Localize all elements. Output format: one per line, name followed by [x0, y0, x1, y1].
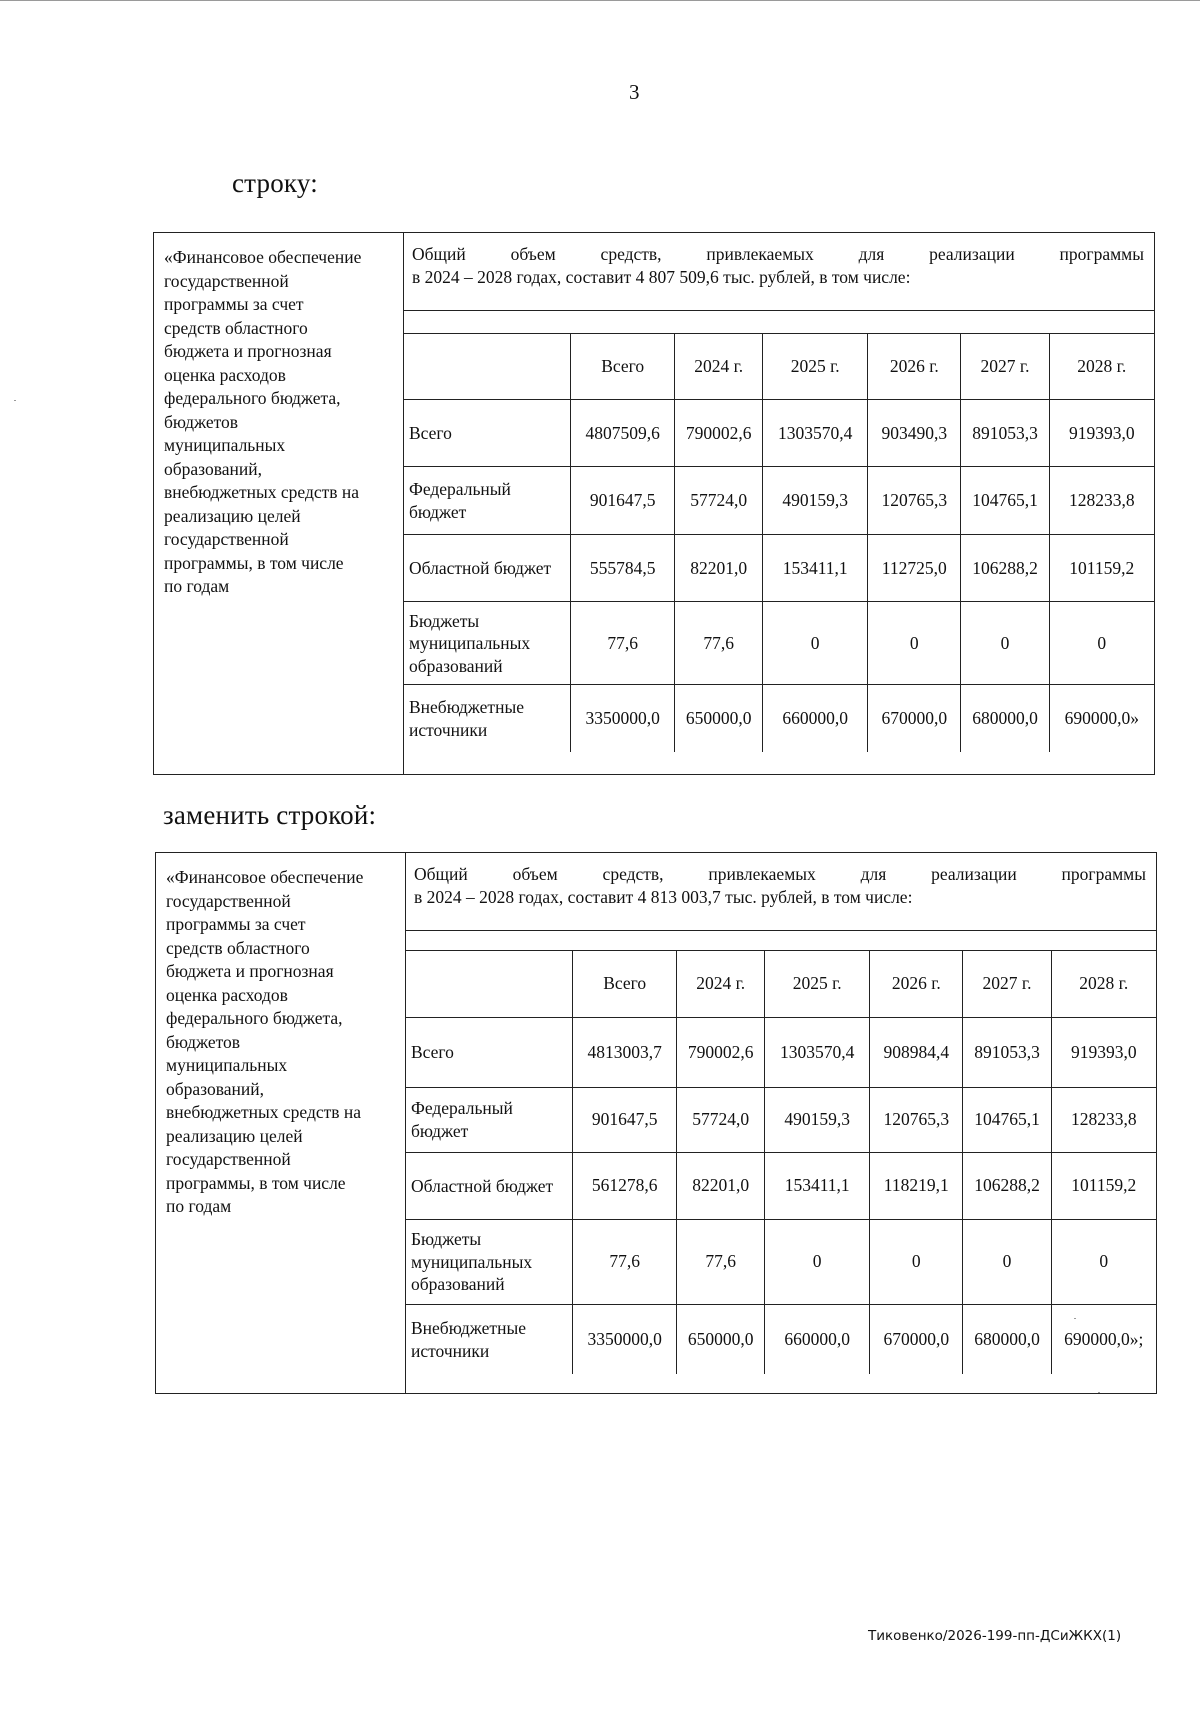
data-row	[404, 535, 1154, 602]
data-row	[404, 467, 1154, 535]
value-cell: 118219,1	[870, 1152, 963, 1219]
value-cell: 891053,3	[963, 1017, 1051, 1087]
summary-line-1: Общий объем средств, привлекаемых для реализации программы	[412, 244, 1144, 264]
document-reference: Тиковенко/2026-199-пп-ДСиЖКХ(1)	[868, 1628, 1122, 1644]
header-corner-cell	[404, 334, 571, 400]
value-cell: 561278,6	[573, 1152, 677, 1219]
value-cell: 3350000,0	[573, 1304, 677, 1374]
value-cell: 77,6	[571, 602, 675, 685]
value-cell: 790002,6	[677, 1017, 765, 1087]
row-title-line: образований,	[166, 1078, 265, 1099]
finance-table-new	[155, 852, 1157, 1394]
row-title-cell	[154, 233, 404, 775]
scan-speck	[1098, 1392, 1100, 1393]
column-header: 2025 г.	[765, 950, 870, 1017]
summary-line-1: Общий объем средств, привлекаемых для реализации программы	[414, 864, 1146, 884]
row-title-line: бюджетов	[164, 411, 239, 432]
value-cell: 101159,2	[1051, 1152, 1156, 1219]
value-cell: 128233,8	[1049, 467, 1154, 535]
row-title-line: федерального бюджета,	[166, 1008, 343, 1028]
row-label: Бюджеты муниципальных образований	[406, 1219, 573, 1304]
value-cell: 670000,0	[870, 1304, 963, 1374]
value-cell: 1303570,4	[765, 1017, 870, 1087]
header-corner-cell	[406, 950, 573, 1017]
header-row	[404, 334, 1154, 400]
value-cell: 153411,1	[763, 535, 868, 602]
row-title-line: «Финансовое обеспечение	[166, 867, 364, 887]
value-cell: 106288,2	[961, 535, 1049, 602]
value-cell: 0	[961, 602, 1049, 685]
row-title-line: «Финансовое обеспечение	[164, 247, 362, 267]
value-cell: 650000,0	[677, 1304, 765, 1374]
breakdown-grid	[406, 950, 1156, 1375]
value-cell: 555784,5	[571, 535, 675, 602]
column-header: 2027 г.	[961, 334, 1049, 400]
page-number: 3	[629, 80, 640, 104]
value-cell: 650000,0	[675, 685, 763, 752]
value-cell: 120765,3	[868, 467, 961, 535]
row-title-line: средств областного	[164, 317, 308, 338]
value-cell: 57724,0	[677, 1087, 765, 1152]
value-cell: 57724,0	[675, 467, 763, 535]
row-title-line: программы, в том числе	[164, 552, 344, 573]
finance-table-old	[153, 232, 1155, 775]
summary-line-2: в 2024 – 2028 годах, составит 4 813 003,7 тыс. рублей, в том числе:	[414, 887, 913, 907]
row-title-line: бюджета и прогнозная	[164, 341, 332, 361]
row-title-line: программы, в том числе	[166, 1172, 346, 1193]
summary-line-2: в 2024 – 2028 годах, составит 4 807 509,6 тыс. рублей, в том числе:	[412, 267, 911, 287]
value-cell: 4813003,7	[573, 1017, 677, 1087]
row-title-line: программы за счет	[166, 914, 306, 934]
value-cell: 104765,1	[961, 467, 1049, 535]
row-label: Всего	[404, 400, 571, 467]
row-title-line: государственной	[166, 1149, 291, 1169]
row-title-line: средств областного	[166, 937, 310, 958]
data-row	[406, 1087, 1156, 1152]
row-label: Областной бюджет	[404, 535, 571, 602]
value-cell: 690000,0»	[1049, 685, 1154, 752]
value-cell: 0	[765, 1219, 870, 1304]
row-title-text	[166, 866, 397, 1219]
summary-cell	[404, 233, 1155, 311]
row-label: Областной бюджет	[406, 1152, 573, 1219]
value-cell: 660000,0	[763, 685, 868, 752]
value-cell: 120765,3	[870, 1087, 963, 1152]
value-cell: 77,6	[677, 1219, 765, 1304]
value-cell: 903490,3	[868, 400, 961, 467]
row-title-line: государственной	[166, 890, 291, 911]
row-title-line: внебюджетных средств на	[164, 482, 360, 502]
column-header: 2024 г.	[675, 334, 763, 400]
value-cell: 0	[868, 602, 961, 685]
row-title-cell	[156, 853, 406, 1394]
header-row	[406, 950, 1156, 1017]
row-title-line: федерального бюджета,	[164, 388, 341, 408]
row-label: Внебюджетные источники	[404, 685, 571, 752]
column-header: 2024 г.	[677, 950, 765, 1017]
row-title-line: по годам	[166, 1196, 232, 1216]
value-cell: 0	[870, 1219, 963, 1304]
scan-speck	[14, 400, 16, 401]
value-cell: 0	[763, 602, 868, 685]
value-cell: 790002,6	[675, 400, 763, 467]
data-row	[404, 400, 1154, 467]
summary-cell	[406, 853, 1157, 931]
row-title-line: внебюджетных средств на	[166, 1102, 362, 1122]
value-cell: 0	[1051, 1219, 1156, 1304]
value-cell: 919393,0	[1049, 400, 1154, 467]
column-header: 2028 г.	[1051, 950, 1156, 1017]
column-header: 2026 г.	[870, 950, 963, 1017]
value-cell: 901647,5	[573, 1087, 677, 1152]
row-title-line: бюджетов	[166, 1031, 241, 1052]
value-cell: 490159,3	[763, 467, 868, 535]
value-cell: 82201,0	[677, 1152, 765, 1219]
value-cell: 106288,2	[963, 1152, 1051, 1219]
column-header: 2028 г.	[1049, 334, 1154, 400]
value-cell: 919393,0	[1051, 1017, 1156, 1087]
column-header: Всего	[571, 334, 675, 400]
data-row	[406, 1219, 1156, 1304]
row-title-line: по годам	[164, 576, 230, 596]
breakdown-cell	[404, 311, 1155, 775]
intro-text-before: строку:	[232, 168, 318, 198]
value-cell: 153411,1	[765, 1152, 870, 1219]
value-cell: 1303570,4	[763, 400, 868, 467]
data-row	[406, 1152, 1156, 1219]
breakdown-grid	[404, 333, 1154, 752]
row-title-text	[164, 246, 395, 599]
row-title-line: образований,	[164, 458, 263, 479]
value-cell: 908984,4	[870, 1017, 963, 1087]
row-label: Бюджеты муниципальных образований	[404, 602, 571, 685]
row-title-line: муниципальных	[166, 1055, 288, 1075]
column-header: 2027 г.	[963, 950, 1051, 1017]
row-title-line: государственной	[164, 270, 289, 291]
value-cell: 680000,0	[963, 1304, 1051, 1374]
column-header: 2026 г.	[868, 334, 961, 400]
breakdown-cell	[406, 931, 1157, 1394]
row-title-line: оценка расходов	[164, 364, 286, 385]
value-cell: 891053,3	[961, 400, 1049, 467]
value-cell: 3350000,0	[571, 685, 675, 752]
data-row	[406, 1304, 1156, 1374]
value-cell: 101159,2	[1049, 535, 1154, 602]
row-title-line: оценка расходов	[166, 984, 288, 1005]
page-top-edge	[0, 0, 1200, 1]
row-title-line: муниципальных	[164, 435, 286, 455]
intro-text-after: заменить строкой:	[163, 800, 377, 830]
value-cell: 82201,0	[675, 535, 763, 602]
row-title-line: бюджета и прогнозная	[166, 961, 334, 981]
data-row	[404, 685, 1154, 752]
value-cell: 690000,0»;	[1051, 1304, 1156, 1374]
value-cell: 901647,5	[571, 467, 675, 535]
value-cell: 0	[963, 1219, 1051, 1304]
data-row	[404, 602, 1154, 685]
scan-speck	[1074, 1318, 1076, 1319]
row-label: Федеральный бюджет	[406, 1087, 573, 1152]
value-cell: 490159,3	[765, 1087, 870, 1152]
row-label: Внебюджетные источники	[406, 1304, 573, 1374]
value-cell: 660000,0	[765, 1304, 870, 1374]
value-cell: 104765,1	[963, 1087, 1051, 1152]
value-cell: 112725,0	[868, 535, 961, 602]
row-label: Всего	[406, 1017, 573, 1087]
row-title-line: государственной	[164, 529, 289, 549]
value-cell: 77,6	[675, 602, 763, 685]
value-cell: 0	[1049, 602, 1154, 685]
value-cell: 77,6	[573, 1219, 677, 1304]
value-cell: 128233,8	[1051, 1087, 1156, 1152]
data-row	[406, 1017, 1156, 1087]
row-title-line: реализацию целей	[166, 1125, 303, 1146]
column-header: 2025 г.	[763, 334, 868, 400]
value-cell: 680000,0	[961, 685, 1049, 752]
column-header: Всего	[573, 950, 677, 1017]
value-cell: 4807509,6	[571, 400, 675, 467]
row-title-line: реализацию целей	[164, 505, 301, 526]
row-title-line: программы за счет	[164, 294, 304, 314]
row-label: Федеральный бюджет	[404, 467, 571, 535]
value-cell: 670000,0	[868, 685, 961, 752]
